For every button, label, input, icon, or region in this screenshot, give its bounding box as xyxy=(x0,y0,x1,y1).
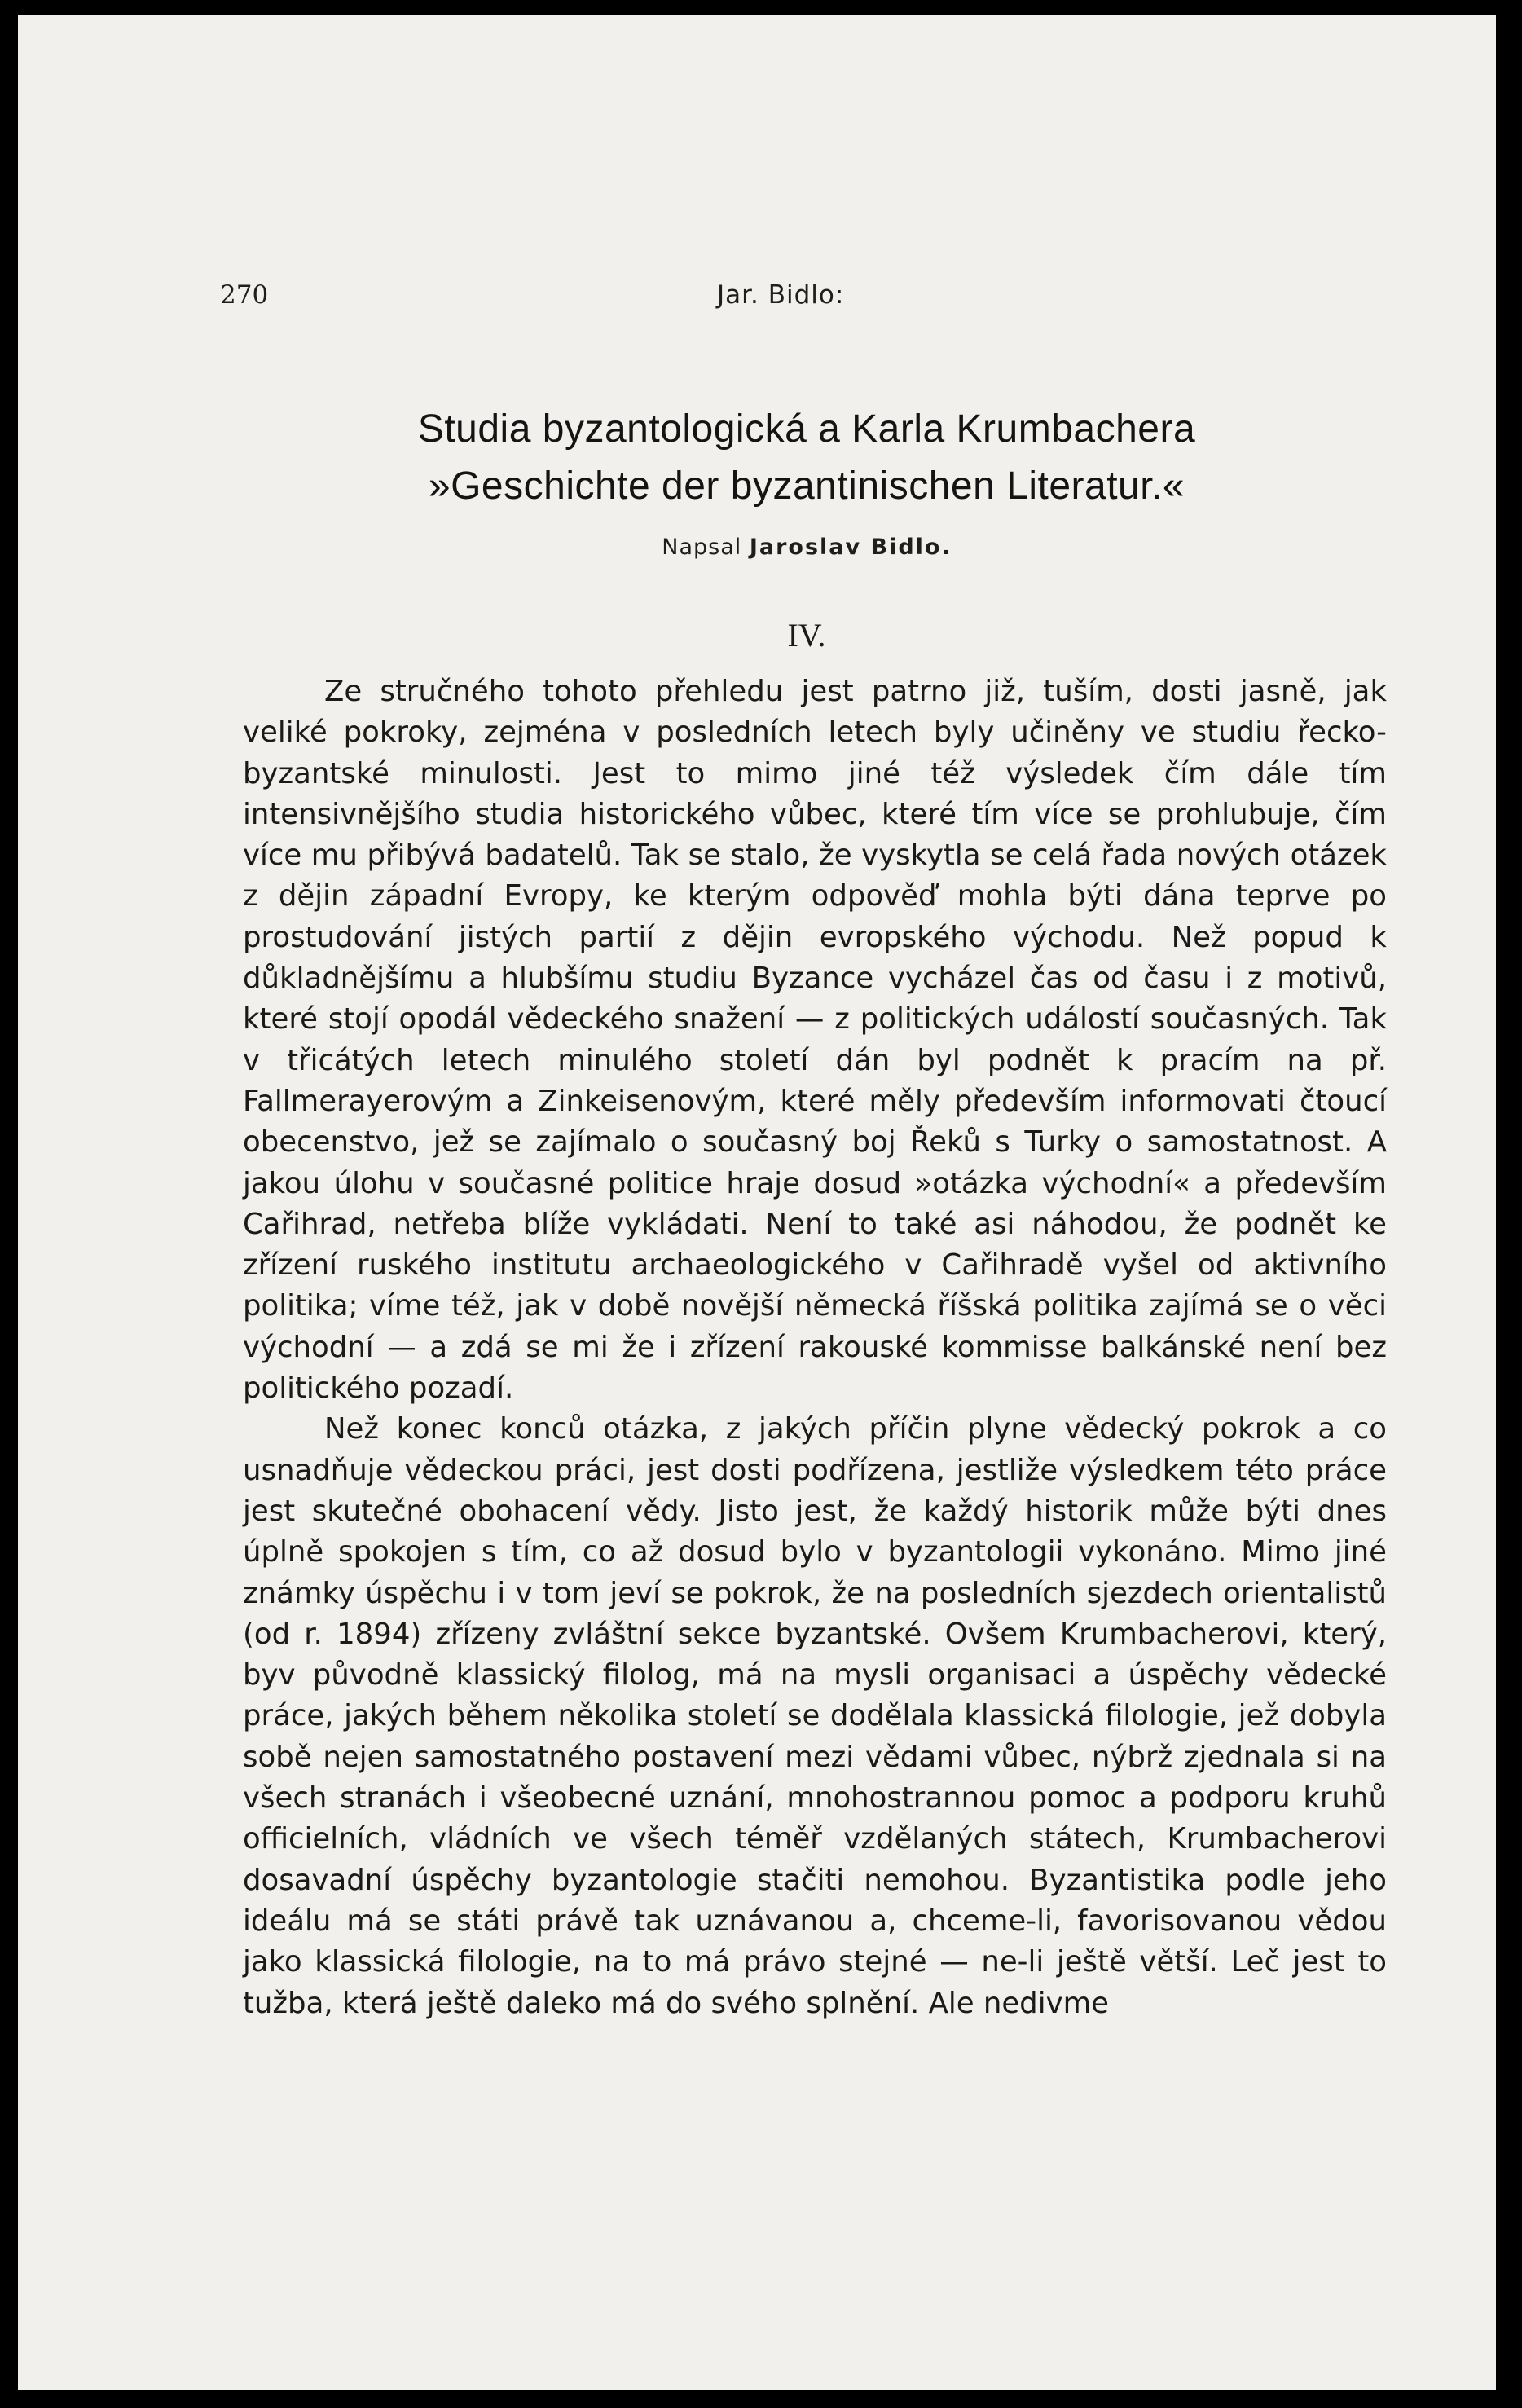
running-head: Jar. Bidlo: xyxy=(717,280,845,310)
section-numeral: IV. xyxy=(787,617,826,654)
page-number: 270 xyxy=(220,280,269,310)
page-header xyxy=(220,280,1393,321)
article-title-line-2: »Geschichte der byzantinischen Literatur.« xyxy=(428,464,1185,508)
page xyxy=(18,15,1496,2390)
author-byline xyxy=(220,535,1393,560)
body-text xyxy=(243,671,1387,2024)
article-title-line-1: Studia byzantologická a Karla Krumbachera xyxy=(417,407,1196,451)
author-prefix: Napsal xyxy=(662,535,742,560)
paragraph-1: Ze stručného tohoto přehledu jest patrno již, tuším, dosti jasně, jak veliké pokroky, zejména v posledních letech byly učiněny ve studiu řecko-byzantské minulosti. Jest to mimo jiné též výsledek čím dále tím intensivnějšího studia historického vůbec, které tím více se prohlubuje, čím více mu přibývá badatelů. Tak se stalo, že vyskytla se celá řada nových otázek z dějin západní Evropy, ke kterým odpověď mohla býti dána teprve po prostudování jistých partií z dějin evropského východu. Než popud k důkladnějšímu a hlubšímu studiu Byzance vycházel čas od času i z motivů, které stojí opodál vědeckého snažení — z politických událostí současných. Tak v třicátých letech minulého století dán byl podnět k pracím na př. Fallmerayerovým a Zinkeisenovým, které měly především informovati čtoucí obecenstvo, jež se zajímalo o současný boj Řeků s Turky o samostatnost. A jakou úlohu v současné politice hraje dosud »otázka východní« a především Cařihrad, netřeba blíže vykládati. Není to také asi náhodou, že podnět ke zřízení ruského institutu archaeologického v Cařihradě vyšel od aktivního politika; víme též, jak v době novější německá říšská politika zajímá se o věci východní — a zdá se mi že i zřízení rakouské kommisse balkánské není bez politického pozadí. xyxy=(243,675,1387,1406)
paragraph-2: Než konec konců otázka, z jakých příčin plyne vědecký pokrok a co usnadňuje vědeckou práci, jest dosti podřízena, jestliže výsledkem této práce jest skutečné obohacení vědy. Jisto jest, že každý historik může býti dnes úplně spokojen s tím, co až dosud bylo v byzantologii vykonáno. Mimo jiné známky úspěchu i v tom jeví se pokrok, že na posledních sjezdech orientalistů (od r. 1894) zřízeny zvláštní sekce byzantské. Ovšem Krumbacherovi, který, byv původně klassický filolog, má na mysli organisaci a úspěchy vědecké práce, jakých během několika století se dodělala klassická filologie, jež dobyla sobě nejen samostatného postavení mezi vědami vůbec, nýbrž zjednala si na všech stranách i všeobecné uznání, mnohostrannou pomoc a podporu kruhů officielních, vládních ve všech téměř vzdělaných státech, Krumbacherovi dosavadní úspěchy byzantologie stačiti nemohou. Byzantistika podle jeho ideálu má se státi právě tak uznávanou a, chceme-li, favorisovanou vědou jako klassická filologie, na to má právo stejné — ne-li ještě větší. Leč jest to tužba, která ještě daleko má do svého splnění. Ale nedivme xyxy=(243,1412,1387,2020)
author-name: Jaroslav Bidlo. xyxy=(749,535,952,560)
article-title xyxy=(220,401,1393,515)
